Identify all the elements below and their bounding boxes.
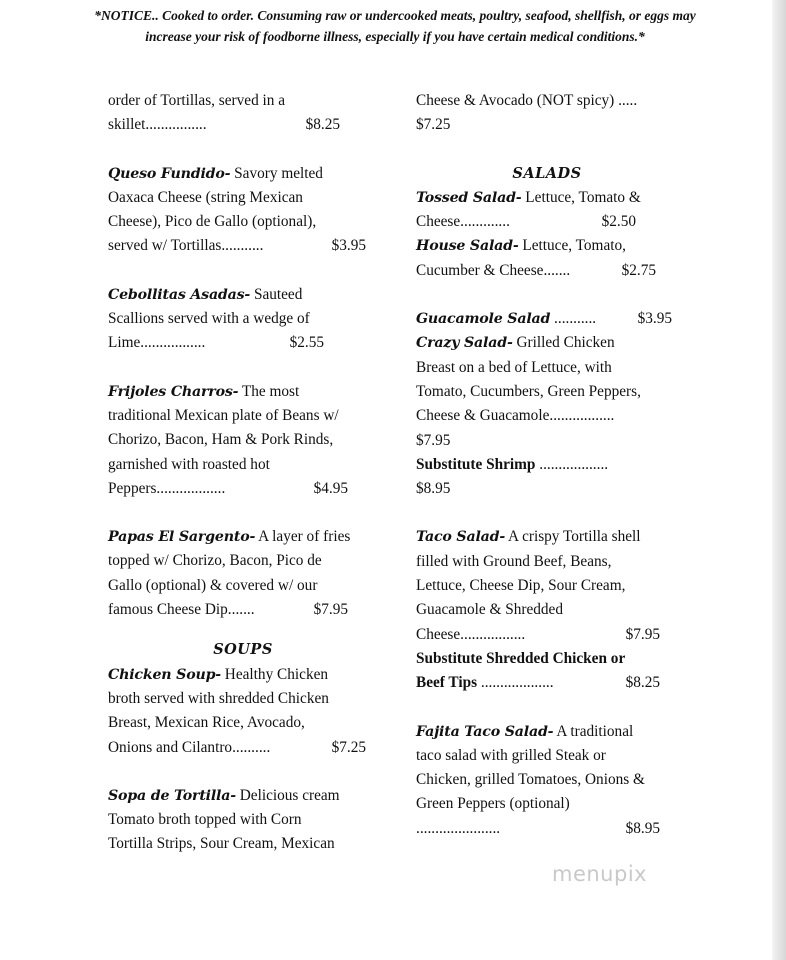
menu-item-taco-salad: Taco Salad- A crispy Tortilla shell filled with Ground Beef, Beans, Lettuce, Cheese Dip, Sour Cream, Guacamole & Shredded Cheese................. $7.95 Substitute Shredded Chicken or Beef Tips ................... $8.25: [416, 525, 678, 695]
menu-column-left: [108, 89, 378, 857]
menu-item-tossed-salad: Tossed Salad- Lettuce, Tomato & Cheese............. $2.50: [416, 186, 678, 235]
item-price: $7.95: [416, 431, 451, 449]
page-edge-shadow: [772, 0, 786, 960]
item-name: House Salad-: [416, 238, 519, 255]
item-price: $7.25: [331, 738, 366, 756]
menu-item-cebollitas-asadas: Cebollitas Asadas- Sauteed Scallions served with a wedge of Lime................. $2.55: [108, 283, 378, 356]
menupix-watermark: menupix: [552, 862, 648, 886]
item-price: $8.95: [625, 819, 660, 837]
allergy-notice: *NOTICE.. Cooked to order. Consuming raw or undercooked meats, poultry, seafood, shellfish, or eggs may increase your risk of foodborne illness, especially if you have certain medical conditions.*: [94, 8, 696, 44]
menu-item-crazy-salad: Crazy Salad- Grilled Chicken Breast on a bed of Lettuce, with Tomato, Cucumbers, Green Peppers, Cheese & Guacamole................. $7.95 Substitute Shrimp .................. $8.95: [416, 331, 678, 501]
menu-item-frijoles-charros: Frijoles Charros- The most traditional Mexican plate of Beans w/ Chorizo, Bacon, Ham & Pork Rinds, garnished with roasted hot Peppers.................. $4.95: [108, 380, 378, 501]
item-name: Taco Salad-: [416, 529, 506, 546]
item-price: $3.95: [637, 310, 672, 328]
item-name: Cebollitas Asadas-: [108, 286, 251, 303]
item-price: $8.95: [416, 480, 451, 498]
menu-item-papas-el-sargento: Papas El Sargento- A layer of fries topped w/ Chorizo, Bacon, Pico de Gallo (optional) & covered w/ our famous Cheese Dip....... $7.95: [108, 525, 378, 622]
item-name: Crazy Salad-: [416, 335, 513, 352]
item-price: $2.50: [601, 213, 636, 231]
item-name: Sopa de Tortilla-: [108, 787, 236, 804]
menu-item-house-salad: House Salad- Lettuce, Tomato, Cucumber & Cheese....... $2.75: [416, 234, 678, 283]
menu-item-sopa-de-tortilla: Sopa de Tortilla- Delicious cream Tomato broth topped with Corn Tortilla Strips, Sour Cream, Mexican: [108, 786, 340, 853]
item-name: Queso Fundido-: [108, 165, 231, 182]
item-name: Tossed Salad-: [416, 189, 522, 206]
menu-item-fajita-taco-salad: Fajita Taco Salad- A traditional taco salad with grilled Steak or Chicken, grilled Tomatoes, Onions & Green Peppers (optional) ...................... $8.95: [416, 720, 678, 841]
item-price: $3.95: [331, 237, 366, 255]
menu-item-continued: Cheese & Avocado (NOT spicy) ..... $7.25: [416, 89, 678, 138]
item-name: Chicken Soup-: [108, 666, 221, 683]
menu-item-chicken-soup: Chicken Soup- Healthy Chicken broth served with shredded Chicken Breast, Mexican Rice, Avocado, Onions and Cilantro.......... $7.25: [108, 663, 378, 760]
item-name: Guacamole Salad: [416, 311, 551, 328]
item-price: $2.55: [289, 334, 324, 352]
item-name: Frijoles Charros-: [108, 383, 239, 400]
item-price: $7.95: [625, 625, 660, 643]
menu-item-continued: order of Tortillas, served in a skillet................ $8.25: [108, 89, 378, 138]
item-price: $4.95: [313, 479, 348, 497]
item-price: $7.95: [313, 601, 348, 619]
menu-item-guacamole-salad: Guacamole Salad ........... $3.95: [416, 307, 678, 331]
item-name: Papas El Sargento-: [108, 529, 256, 546]
menu-column-right: [416, 89, 678, 841]
item-price: $7.25: [416, 116, 451, 134]
menu-item-queso-fundido: Queso Fundido- Savory melted Oaxaca Cheese (string Mexican Cheese), Pico de Gallo (optional), served w/ Tortillas........... $3.95: [108, 162, 378, 259]
item-price: $8.25: [305, 116, 340, 134]
item-name: Fajita Taco Salad-: [416, 723, 554, 740]
section-heading-salads: SALADS: [512, 164, 582, 182]
item-price: $8.25: [625, 674, 660, 692]
section-heading-soups: SOUPS: [213, 641, 273, 659]
item-price: $2.75: [621, 261, 656, 279]
